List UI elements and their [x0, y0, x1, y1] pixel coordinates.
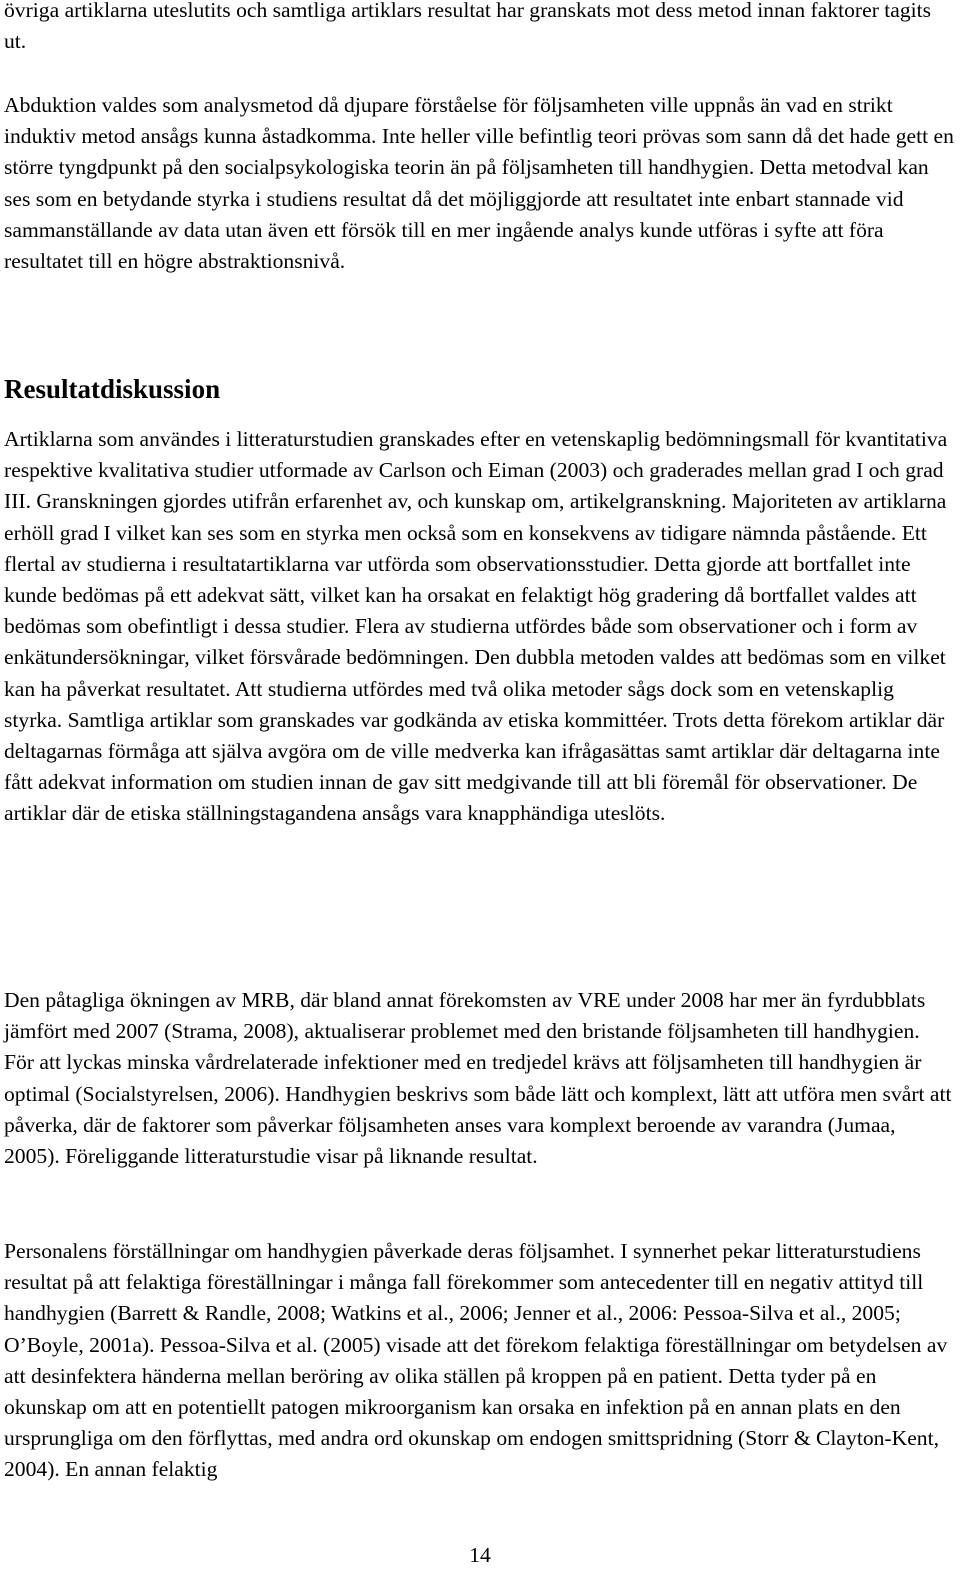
section-heading: Resultatdiskussion — [4, 374, 221, 404]
page-number: 14 — [469, 1543, 491, 1567]
paragraph-mrb: Den påtagliga ökningen av MRB, där bland annat förekomsten av VRE under 2008 har mer än fyrdubblats jämfört med 2007 (Strama, 2008), aktualiserar problemet med den bristande följsamheten till handhygien. För att lyckas minska vårdrelaterade infektioner med en tredjedel krävs att följsamheten till handhygien är optimal (Socialstyrelsen, 2006). Handhygien beskrivs som både lätt och komplext, lätt att utföra men svårt att påverka, där de faktorer som påverkar följsamheten anses vara komplext beroende av varandra (Jumaa, 2005). Föreliggande litteraturstudie visar på liknande resultat. — [4, 988, 952, 1169]
paragraph-continued: övriga artiklarna uteslutits och samtliga artiklars resultat har granskats mot dess metod innan faktorer tagits ut. — [4, 0, 932, 54]
paragraph-personalens: Personalens förställningar om handhygien påverkade deras följsamhet. I synnerhet pekar litteraturstudiens resultat på att felaktiga föreställningar i många fall förekommer som antecedenter till en negativ attityd till handhygien (Barrett & Randle, 2008; Watkins et al., 2006; Jenner et al., 2006: Pessoa-Silva et al., 2005; O’Boyle, 2001a). Pessoa-Silva et al. (2005) visade att det förekom felaktiga föreställningar om betydelsen av att desinfektera händerna mellan beröring av olika ställen på kroppen på en patient. Detta tyder på en okunskap om att en potentiellt patogen mikroorganism kan orsaka en infektion på en annan plats en den ursprungliga om den förflyttas, med andra ord okunskap om endogen smittspridning (Storr & Clayton-Kent, 2004). En annan felaktig — [4, 1239, 948, 1482]
paragraph-abduktion: Abduktion valdes som analysmetod då djupare förståelse för följsamheten ville uppnås än vad en strikt induktiv metod ansågs kunna åstadkomma. Inte heller ville befintlig teori prövas som sann då det hade gett en större tyngdpunkt på den socialpsykologiska teorin än på följsamheten till handhygien. Detta metodval kan ses som en betydande styrka i studiens resultat då det möjliggjorde att resultatet inte enbart stannade vid sammanställande av data utan även ett försök till en mer ingående analys kunde utföras i syfte att föra resultatet till en högre abstraktionsnivå. — [4, 93, 954, 274]
paragraph-artiklarna: Artiklarna som användes i litteraturstudien granskades efter en vetenskaplig bedömningsmall för kvantitativa respektive kvalitativa studier utformade av Carlson och Eiman (2003) och graderades mellan grad I och grad III. Granskningen gjordes utifrån erfarenhet av, och kunskap om, artikelgranskning. Majoriteten av artiklarna erhöll grad I vilket kan ses som en styrka men också som en konsekvens av tidigare nämnda påstående. Ett flertal av studierna i resultatartiklarna var utförda som observationsstudier. Detta gjorde att bortfallet inte kunde bedömas på ett adekvat sätt, vilket kan ha orsakat en felaktigt hög gradering då bortfallet valdes att bedömas som obefintligt i dessa studier. Flera av studierna utfördes både som observationer och i form av enkätundersökningar, vilket försvårade bedömningen. Den dubbla metoden valdes att bedömas som en vilket kan ha påverkat resultatet. Att studierna utfördes med två olika metoder sågs dock som en vetenskaplig styrka. Samtliga artiklar som granskades var godkända av etiska kommittéer. Trots detta förekom artiklar där deltagarnas förmåga att själva avgöra om de ville medverka kan ifrågasättas samt artiklar där deltagarna inte fått adekvat information om studien innan de gav sitt medgivande till att bli föremål för observationer. De artiklar där de etiska ställningstagandena ansågs vara knapphändiga uteslöts. — [4, 427, 948, 826]
